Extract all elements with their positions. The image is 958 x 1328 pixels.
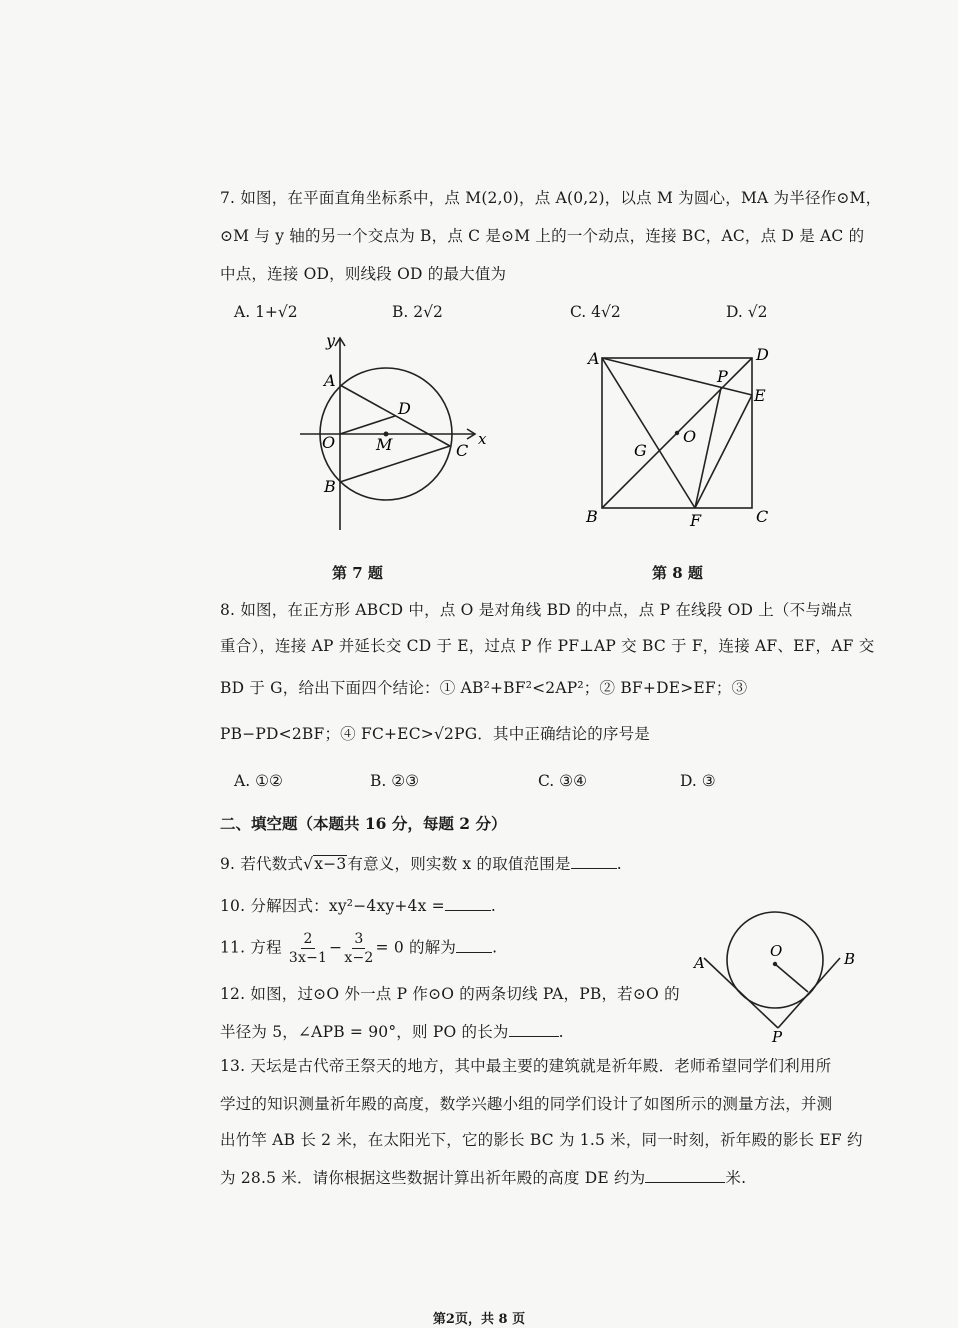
q8-label-f: F [690, 511, 702, 530]
q8-segment-ae [602, 358, 752, 395]
q11-fraction-2: $\frac{3}{x-2}$ [344, 931, 374, 966]
q8-caption: 第 8 题 [652, 564, 703, 582]
q7-option-b: B. 2√2 [392, 303, 443, 321]
q12-label-p: P [772, 1028, 783, 1045]
q8-option-d: D. ③ [680, 772, 716, 790]
q8-point-o [675, 431, 679, 435]
q8-figure [580, 340, 775, 535]
q8-label-o: O [683, 427, 697, 446]
q8-label-e: E [754, 386, 766, 405]
q8-option-a: A. ①② [234, 772, 283, 790]
q12-answer-blank[interactable] [509, 1022, 559, 1037]
q12-radius [775, 964, 808, 992]
q7-segment-od [340, 416, 395, 434]
q7-figure [290, 330, 500, 535]
q8-text-line-4: PB−PD<2BF；④ FC+EC>√2PG．其中正确结论的序号是 [220, 725, 650, 743]
q13-text-line-4: 为 28.5 米．请你根据这些数据计算出祈年殿的高度 DE 约为 米. [220, 1169, 747, 1187]
q7-option-c: C. 4√2 [570, 303, 621, 321]
q8-label-b: B [586, 507, 598, 526]
q7-text-line-3: 中点，连接 OD，则线段 OD 的最大值为 [220, 265, 507, 283]
q9-answer-blank[interactable] [571, 854, 617, 869]
q8-segment-af [602, 358, 695, 508]
q7-segment-bc [340, 446, 450, 482]
q8-option-c: C. ③④ [538, 772, 587, 790]
q12-figure [690, 910, 860, 1045]
q7-text-line-2: ⊙M 与 y 轴的另一个交点为 B，点 C 是⊙M 上的一个动点，连接 BC，AC，点 D 是 AC 的 [220, 227, 865, 245]
q7-label-b: B [324, 477, 336, 496]
q13-text-line-2: 学过的知识测量祈年殿的高度，数学兴趣小组的同学们设计了如图所示的测量方法，并测 [220, 1095, 833, 1113]
q7-option-d: D. √2 [726, 303, 768, 321]
q7-label-m: M [376, 435, 393, 454]
q7-label-d: D [398, 399, 411, 418]
q13-text-line-1: 13. 天坛是古代帝王祭天的地方，其中最主要的建筑就是祈年殿．老师希望同学们利用所 [220, 1057, 832, 1075]
q8-label-g: G [634, 441, 647, 460]
q7-label-o: O [322, 433, 336, 452]
q10-answer-blank[interactable] [445, 896, 491, 911]
q8-label-p: P [717, 367, 728, 386]
q7-label-y: y [326, 331, 336, 350]
q12-label-a: A [694, 954, 705, 972]
q12-tangent-pa [704, 958, 778, 1028]
q11-fraction-1: $\frac{2}{3x-1}$ [288, 931, 328, 966]
q10-text: 10. 分解因式：xy²−4xy+4x = . [220, 897, 496, 915]
q7-label-x: x [478, 430, 487, 448]
q8-text-line-1: 8. 如图，在正方形 ABCD 中，点 O 是对角线 BD 的中点，点 P 在线段 OD 上（不与端点 [220, 601, 853, 619]
q12-text-line-1: 12. 如图，过⊙O 外一点 P 作⊙O 的两条切线 PA，PB，若⊙O 的 [220, 985, 680, 1003]
q8-segment-ef [695, 395, 752, 508]
q11-text: 11. 方程 $\frac{2}{3x-1}$ − $\frac{3}{x-2}$ = 0 的解为 . [220, 931, 498, 966]
q12-label-b: B [844, 950, 856, 968]
q7-option-a: A. 1+√2 [234, 303, 298, 321]
q7-label-c: C [456, 441, 469, 460]
q8-segment-pf [695, 388, 721, 508]
q8-label-a: A [588, 349, 600, 368]
q13-answer-blank[interactable] [645, 1168, 725, 1183]
q7-segment-ac [340, 385, 450, 446]
q7-caption: 第 7 题 [332, 564, 383, 582]
q12-point-o [773, 962, 777, 966]
q12-text-line-2: 半径为 5，∠APB = 90°，则 PO 的长为 . [220, 1023, 564, 1041]
page-footer: 第2页，共 8 页 [432, 1312, 526, 1327]
q8-label-c: C [756, 507, 769, 526]
q9-sqrt-symbol: √ [303, 855, 314, 873]
q8-text-line-3: BD 于 G，给出下面四个结论：① AB²+BF²<2AP²；② BF+DE>EF；③ [220, 679, 748, 697]
q13-text-line-3: 出竹竿 AB 长 2 米，在太阳光下，它的影长 BC 为 1.5 米，同一时刻，祈年殿的影长 EF 约 [220, 1131, 863, 1149]
q11-answer-blank[interactable] [456, 938, 492, 953]
q12-tangent-pb [778, 958, 840, 1028]
q9-radicand: x−3 [314, 855, 347, 873]
q12-label-o: O [770, 942, 783, 960]
q7-label-a: A [324, 371, 336, 390]
q9-text: 9. 若代数式√x−3有意义，则实数 x 的取值范围是 . [220, 855, 622, 873]
section-2-title: 二、填空题（本题共 16 分，每题 2 分） [220, 814, 507, 833]
q8-text-line-2: 重合），连接 AP 并延长交 CD 于 E，过点 P 作 PF⊥AP 交 BC 于 F，连接 AF、EF，AF 交 [220, 637, 875, 655]
q8-label-d: D [756, 345, 769, 364]
q7-text-line-1: 7. 如图，在平面直角坐标系中，点 M(2,0)，点 A(0,2)，以点 M 为圆心，MA 为半径作⊙M， [220, 189, 882, 207]
q8-option-b: B. ②③ [370, 772, 420, 790]
